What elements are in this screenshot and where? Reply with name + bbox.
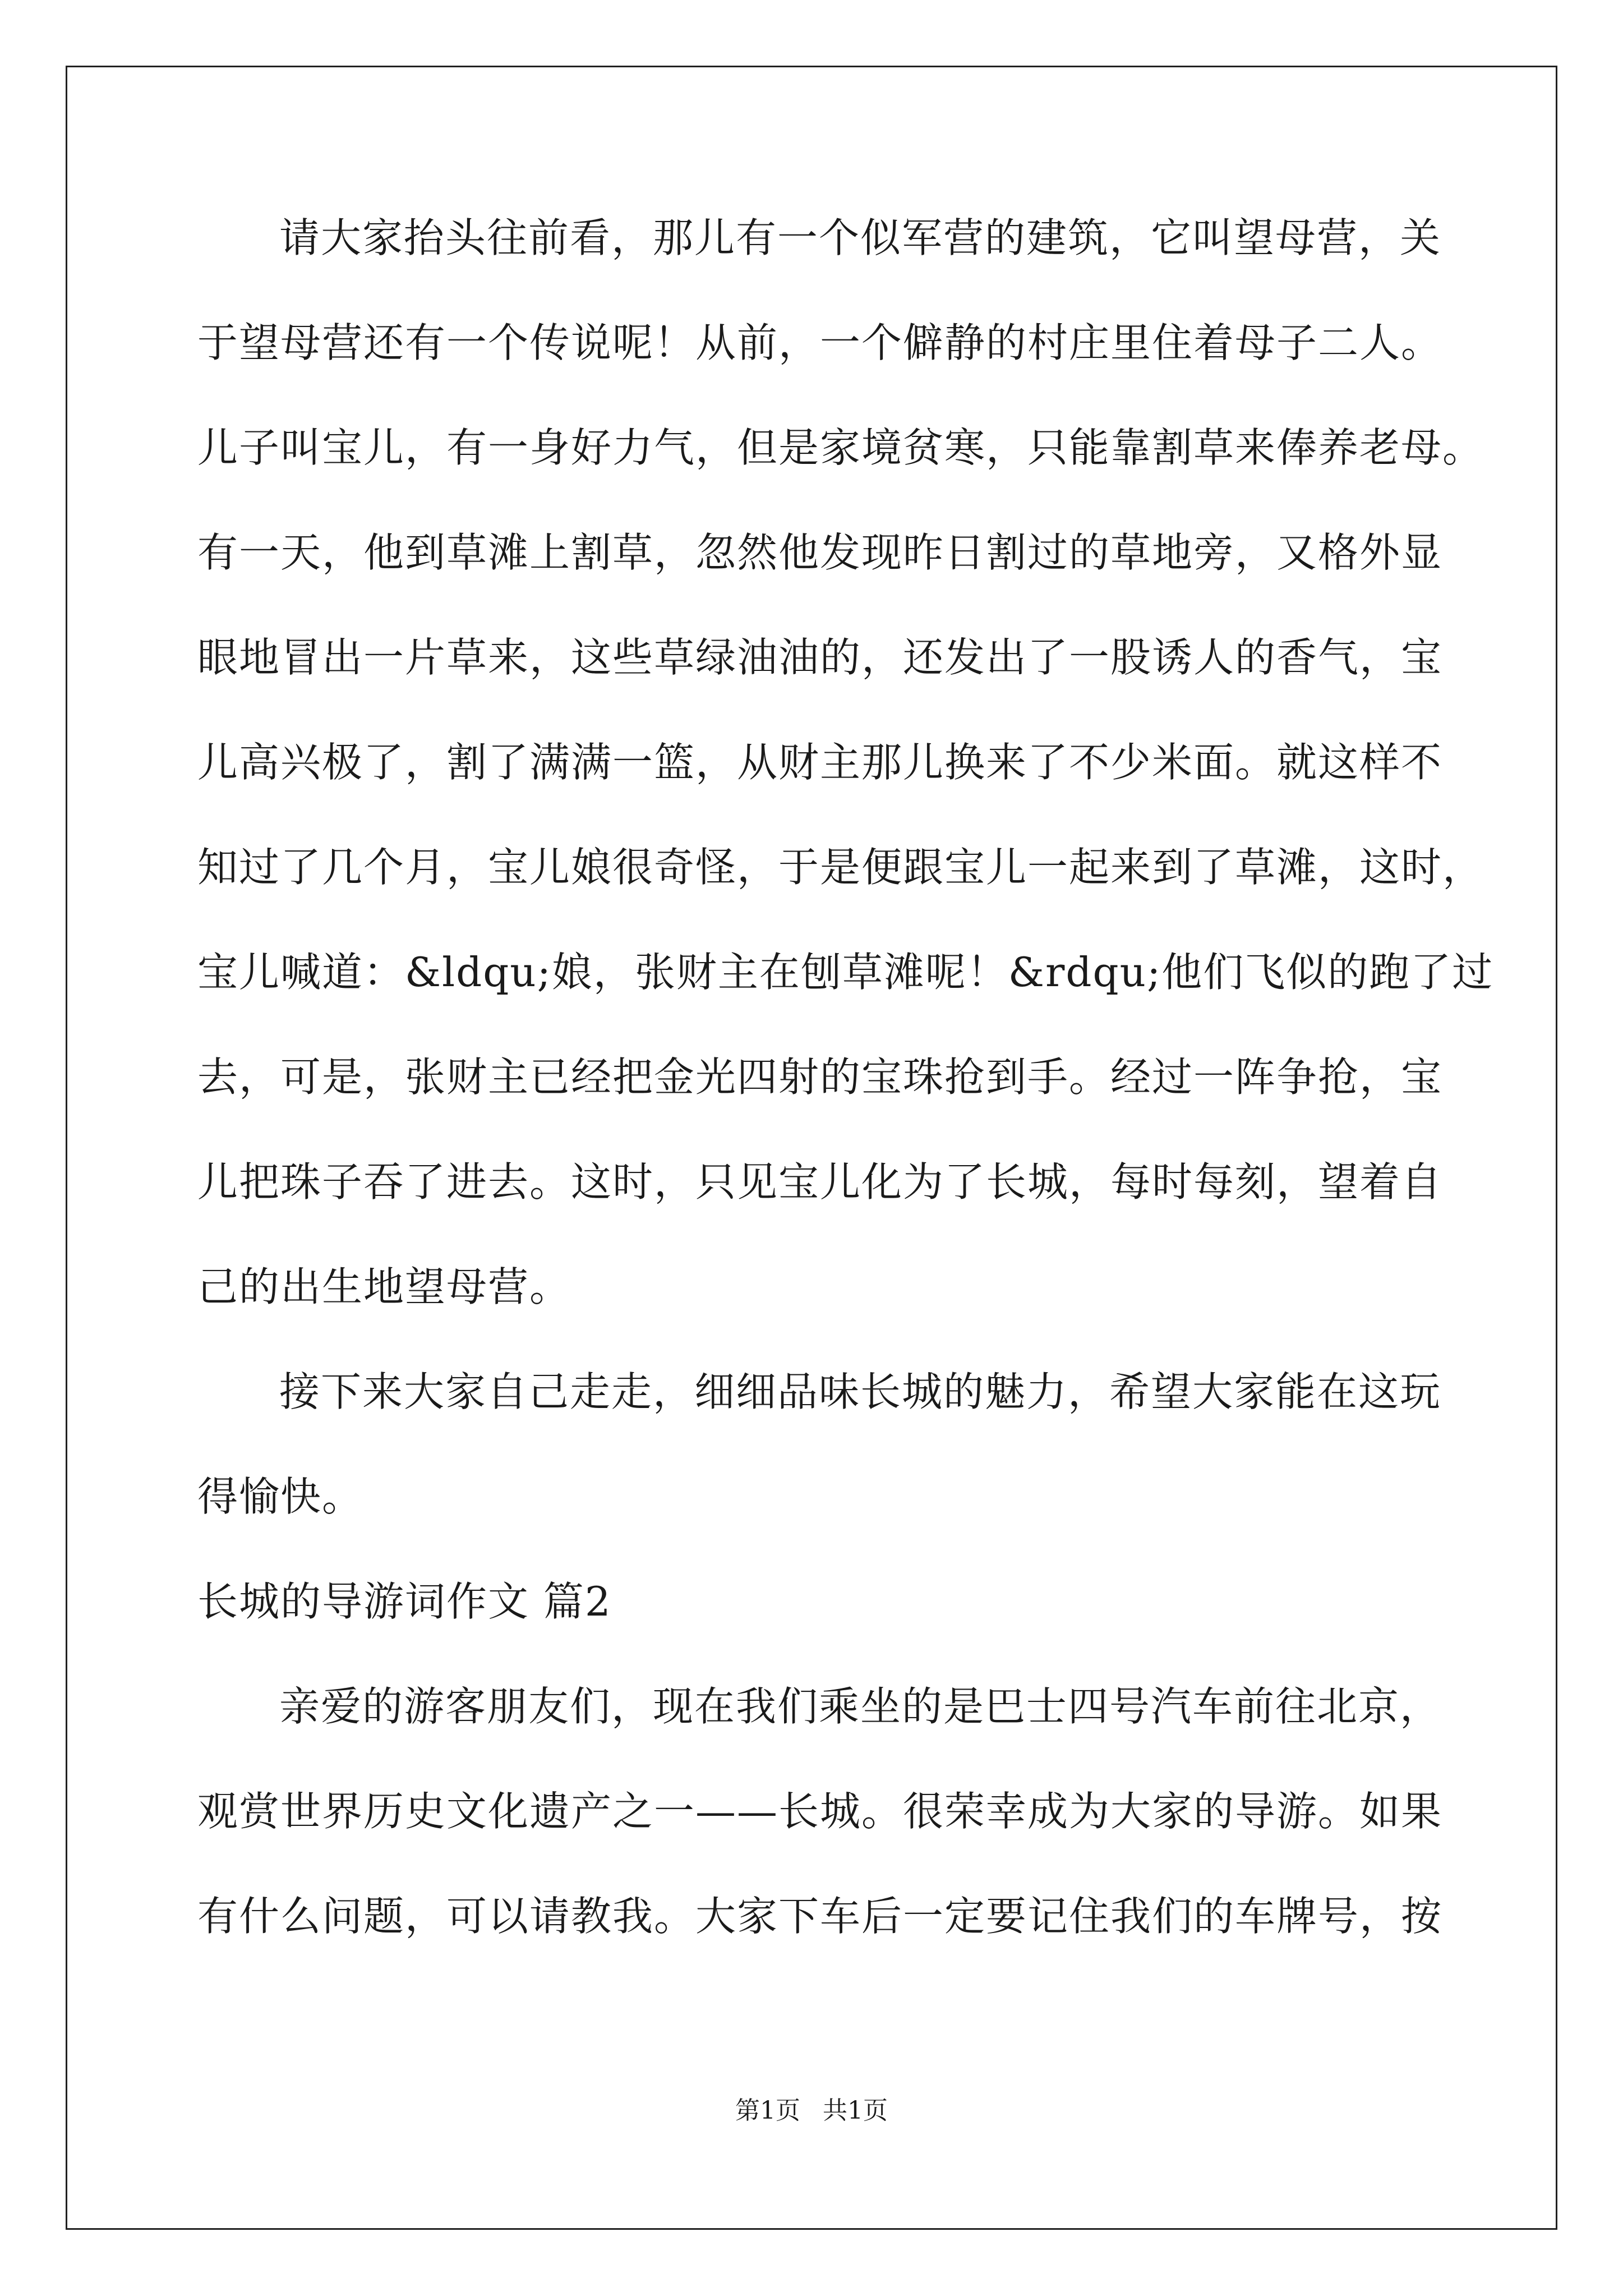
text-line: 儿高兴极了，割了满满一篮，从财主那儿换来了不少米面。就这样不 bbox=[197, 739, 1443, 786]
text-line: 接下来大家自己走走，细细品味长城的魅力，希望大家能在这玩 bbox=[279, 1368, 1442, 1415]
text-line: 宝儿喊道：&ldqu;娘，张财主在刨草滩呢！&rdqu;他们飞似的跑了过 bbox=[197, 949, 1494, 996]
page-footer bbox=[0, 2097, 1623, 2125]
section-heading: 长城的导游词作文 篇2 bbox=[197, 1578, 612, 1625]
text-line: 请大家抬头往前看，那儿有一个似军营的建筑，它叫望母营，关 bbox=[279, 214, 1442, 261]
text-line: 眼地冒出一片草来，这些草绿油油的，还发出了一股诱人的香气，宝 bbox=[197, 634, 1443, 681]
text-line: 于望母营还有一个传说呢！从前，一个僻静的村庄里住着母子二人。 bbox=[197, 319, 1443, 366]
text-line: 儿把珠子吞了进去。这时，只见宝儿化为了长城，每时每刻，望着自 bbox=[197, 1158, 1443, 1205]
text-line: 观赏世界历史文化遗产之一——长城。很荣幸成为大家的导游。如果 bbox=[197, 1788, 1443, 1835]
text-line: 己的出生地望母营。 bbox=[197, 1263, 571, 1310]
page-number: 第1页 bbox=[735, 2096, 800, 2125]
text-line: 知过了几个月，宝儿娘很奇怪，于是便跟宝儿一起来到了草滩，这时， bbox=[197, 844, 1484, 891]
document-body bbox=[197, 214, 1494, 2001]
text-line: 去，可是，张财主已经把金光四射的宝珠抢到手。经过一阵争抢，宝 bbox=[197, 1053, 1443, 1101]
page-total: 共1页 bbox=[823, 2096, 888, 2125]
text-line: 亲爱的游客朋友们，现在我们乘坐的是巴士四号汽车前往北京， bbox=[279, 1683, 1442, 1730]
text-line: 得愉快。 bbox=[197, 1473, 364, 1520]
text-line: 有一天，他到草滩上割草，忽然他发现昨日割过的草地旁，又格外显 bbox=[197, 529, 1443, 576]
text-line: 儿子叫宝儿，有一身好力气，但是家境贫寒，只能靠割草来俸养老母。 bbox=[197, 424, 1484, 471]
text-line: 有什么问题，可以请教我。大家下车后一定要记住我们的车牌号，按 bbox=[197, 1893, 1443, 1940]
